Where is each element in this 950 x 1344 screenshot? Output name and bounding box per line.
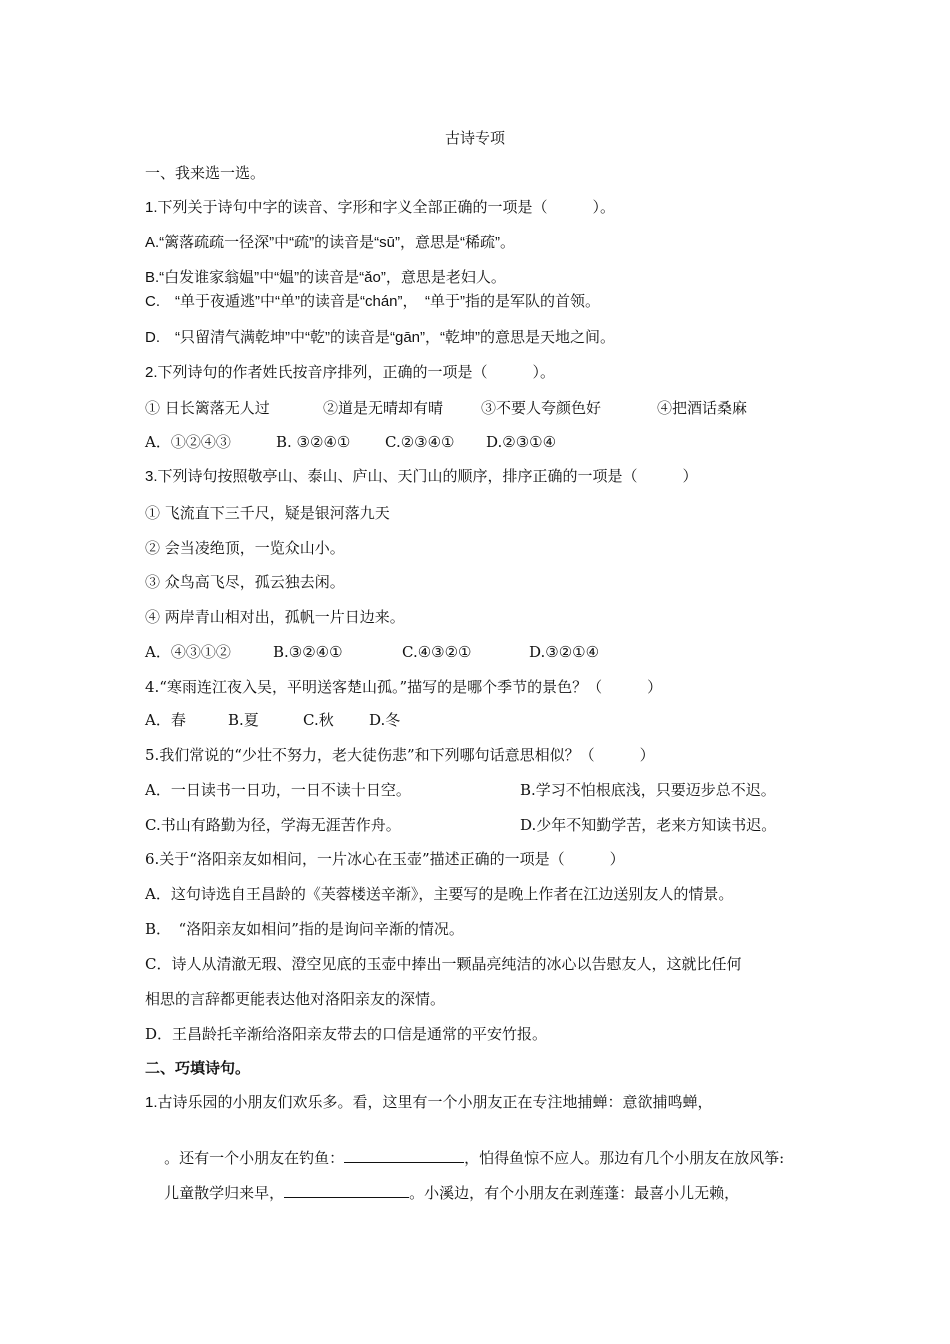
- question-3-line: ③ 众鸟高飞尽，孤云独去闲。: [145, 573, 345, 591]
- question-3-line: ④ 两岸青山相对出，孤帆一片日边来。: [145, 608, 405, 626]
- question-6-option-d: D．王昌龄托辛渐给洛阳亲友带去的口信是通常的平安竹报。: [145, 1025, 548, 1043]
- question-4-options: [145, 710, 545, 730]
- question-6-option-c-continued: 相思的言辞都更能表达他对洛阳亲友的深情。: [145, 990, 446, 1008]
- question-5-option-d: D.少年不知勤学苦，老来方知读书迟。: [520, 816, 777, 834]
- question-2-option: B. ③②④①: [276, 433, 351, 451]
- question-4-option: A．春: [145, 711, 186, 729]
- question-6-option-a: A．这句诗选自王昌龄的《芙蓉楼送辛渐》，主要写的是晚上作者在江边送别友人的情景。: [145, 885, 734, 903]
- fill-line-2-text: 。还有一个小朋友在钓鱼：: [164, 1149, 345, 1167]
- question-3-options: [145, 642, 745, 662]
- question-2-stem: 2.下列诗句的作者姓氏按音序排列，正确的一项是（ ）。: [145, 364, 556, 381]
- question-6-option-b: B． “洛阳亲友如相问”指的是询问辛渐的情况。: [145, 920, 464, 938]
- question-1-option-c: C. “单于夜遁逃”中“单”的读音是“chán”， “单于”指的是军队的首领。: [145, 293, 600, 310]
- question-5-option-c: C.书山有路勤为径，学海无涯苦作舟。: [145, 816, 401, 834]
- question-3-line: ② 会当凌绝顶，一览众山小。: [145, 539, 345, 557]
- question-4-option: C.秋: [303, 711, 334, 729]
- question-2-item: ① 日长篱落无人过: [145, 399, 270, 417]
- question-5-stem: 5.我们常说的“少壮不努力，老大徒伤悲”和下列哪句话意思相似？（ ）: [145, 746, 655, 764]
- question-2-options: [145, 432, 745, 452]
- page-title: 古诗专项: [444, 129, 505, 147]
- question-6-stem: 6.关于“洛阳亲友如相问，一片冰心在玉壶”描述正确的一项是（ ）: [145, 850, 625, 868]
- fill-line-2-text-continued: ，怕得鱼惊不应人。那边有几个小朋友在放风筝:: [464, 1149, 785, 1167]
- question-2-item: ③不要人夸颜色好: [481, 399, 602, 417]
- question-4-option: D.冬: [369, 711, 401, 729]
- question-3-option: A．④③①②: [145, 643, 231, 661]
- question-3-line: ① 飞流直下三千尺，疑是银河落九天: [145, 504, 390, 522]
- section-heading-fill: 二、巧填诗句。: [145, 1059, 251, 1077]
- question-3-stem: 3.下列诗句按照敬亭山、泰山、庐山、天门山的顺序，排序正确的一项是（ ）: [145, 468, 698, 485]
- section-heading-choose: 一、我来选一选。: [145, 164, 266, 182]
- question-3-option: D.③②①④: [529, 643, 600, 661]
- question-2-items: [145, 398, 845, 418]
- question-2-item: ④把酒话桑麻: [657, 399, 748, 417]
- question-1-stem: 1.下列关于诗句中字的读音、字形和字义全部正确的一项是（ ）。: [145, 199, 616, 216]
- question-2-option: D.②③①④: [486, 433, 557, 451]
- answer-blank-2[interactable]: [284, 1183, 409, 1198]
- question-1-option-d: D. “只留清气满乾坤”中“乾”的读音是“gān”，“乾坤”的意思是天地之间。: [145, 329, 615, 346]
- question-6-option-c: C．诗人从清澈无瑕、澄空见底的玉壶中捧出一颗晶亮纯洁的冰心以告慰友人，这就比任何: [145, 955, 742, 973]
- question-2-option: C.②③④①: [385, 433, 455, 451]
- question-4-option: B.夏: [228, 711, 259, 729]
- question-1-option-b: B.“白发谁家翁媪”中“媪”的读音是“ǎo”，意思是老妇人。: [145, 269, 506, 286]
- question-4-stem: 4.“寒雨连江夜入吴，平明送客楚山孤。”描写的是哪个季节的景色？（ ）: [145, 678, 663, 696]
- question-3-option: C.④③②①: [402, 643, 472, 661]
- question-5-option-b: B.学习不怕根底浅，只要迈步总不迟。: [520, 781, 776, 799]
- question-2-item: ②道是无晴却有晴: [323, 399, 444, 417]
- fill-line-1: 1.古诗乐园的小朋友们欢乐多。看，这里有一个小朋友正在专注地捕蝉：意欲捕鸣蝉，: [145, 1094, 713, 1111]
- fill-line-3: [145, 1163, 825, 1223]
- question-1-option-a: A.“篱落疏疏一径深”中“疏”的读音是“sū”，意思是“稀疏”。: [145, 234, 515, 251]
- question-5-option-a: A．一日读书一日功，一日不读十日空。: [145, 781, 411, 799]
- question-2-option: A．①②④③: [145, 433, 231, 451]
- fill-line-3-text-continued: 。小溪边，有个小朋友在剥莲蓬：最喜小儿无赖，: [409, 1184, 740, 1202]
- question-3-option: B.③②④①: [273, 643, 343, 661]
- fill-line-3-text: 儿童散学归来早，: [164, 1184, 285, 1202]
- answer-blank-1[interactable]: [344, 1148, 464, 1163]
